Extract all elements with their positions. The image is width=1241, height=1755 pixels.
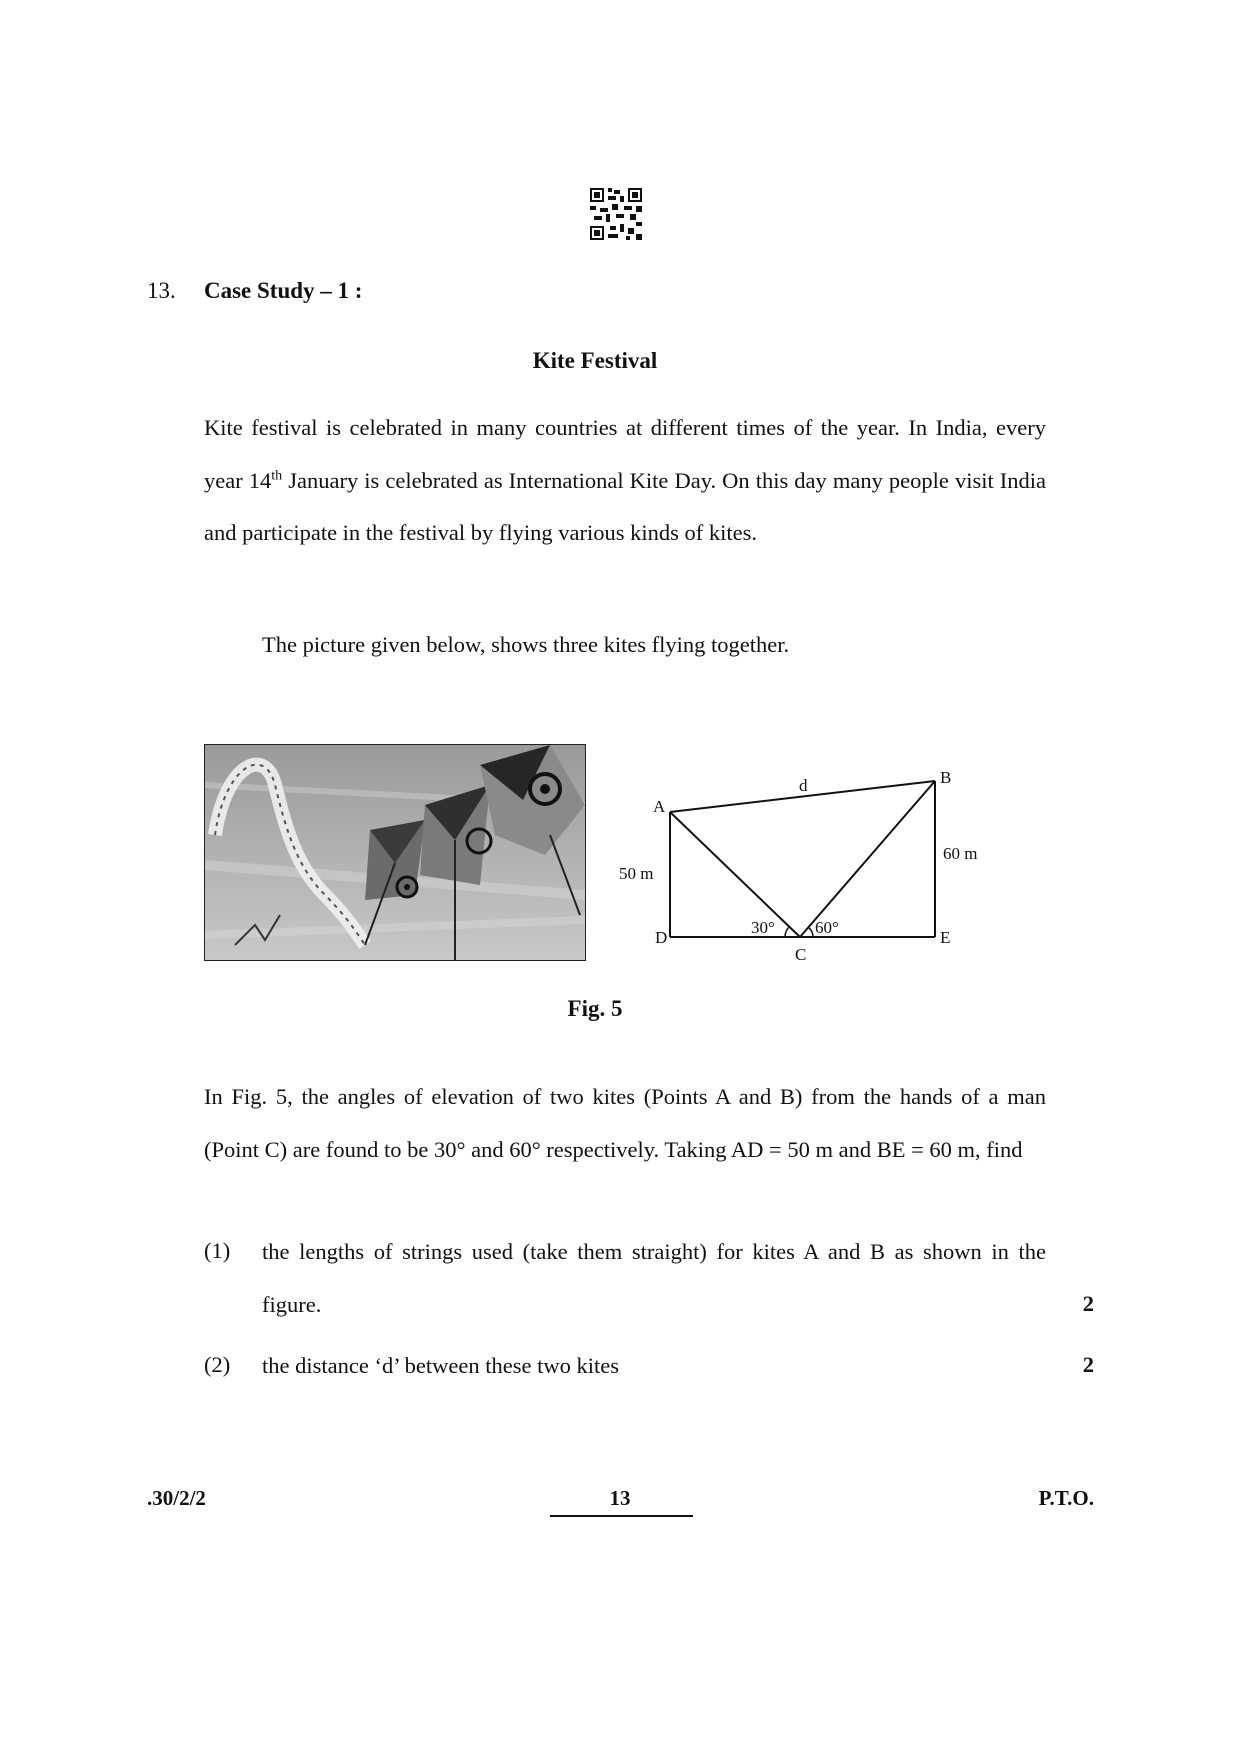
case-study-heading: Case Study – 1 :	[204, 278, 363, 303]
label-c: C	[795, 945, 807, 964]
label-a: A	[653, 797, 666, 816]
qr-code-icon	[590, 188, 642, 240]
line-bc	[800, 781, 935, 937]
part-1-text: the lengths of strings used (take them straight) for kites A and B as shown in the figure.	[262, 1239, 1046, 1317]
elevation-diagram	[615, 765, 980, 965]
part-2-number: (2)	[204, 1352, 231, 1377]
intro-paragraph: Kite festival is celebrated in many countries at different times of the year. In India, every year 14th January is celebrated as International Kite Day. On this day many people visit India and participate in the festival by flying various kinds of kites.	[204, 415, 1046, 545]
pto-label: P.T.O.	[1038, 1486, 1094, 1510]
kites-photo	[204, 744, 586, 961]
page-number-rule	[550, 1515, 693, 1517]
problem-statement: In Fig. 5, the angles of elevation of two kites (Points A and B) from the hands of a man (Point C) are found to be 30° and 60° respectively. Taking AD = 50 m and BE = 60 m, find	[204, 1084, 1046, 1162]
figure-caption: Fig. 5	[567, 996, 623, 1021]
label-ad-length: 50 m	[619, 864, 654, 883]
label-d-distance: d	[799, 776, 808, 795]
label-angle-30: 30°	[751, 918, 775, 937]
label-be-length: 60 m	[943, 844, 978, 863]
paper-code: .30/2/2	[147, 1486, 206, 1510]
superscript-th: th	[271, 468, 283, 483]
label-b: B	[940, 768, 952, 787]
label-d: D	[655, 928, 668, 947]
page-number: 13	[609, 1486, 631, 1510]
label-angle-60: 60°	[815, 918, 839, 937]
part-1-number: (1)	[204, 1238, 231, 1263]
line-ac	[670, 812, 800, 937]
section-title: Kite Festival	[532, 348, 658, 373]
picture-note: The picture given below, shows three kites flying together.	[262, 632, 790, 657]
angle-arc-right	[808, 927, 813, 937]
question-number: 13.	[147, 278, 176, 303]
part-2-marks: 2	[1082, 1352, 1094, 1377]
angle-arc-left	[785, 927, 790, 938]
part-2-text: the distance ‘d’ between these two kites	[262, 1353, 619, 1378]
label-e: E	[940, 928, 951, 947]
part-1-marks: 2	[1082, 1291, 1094, 1316]
